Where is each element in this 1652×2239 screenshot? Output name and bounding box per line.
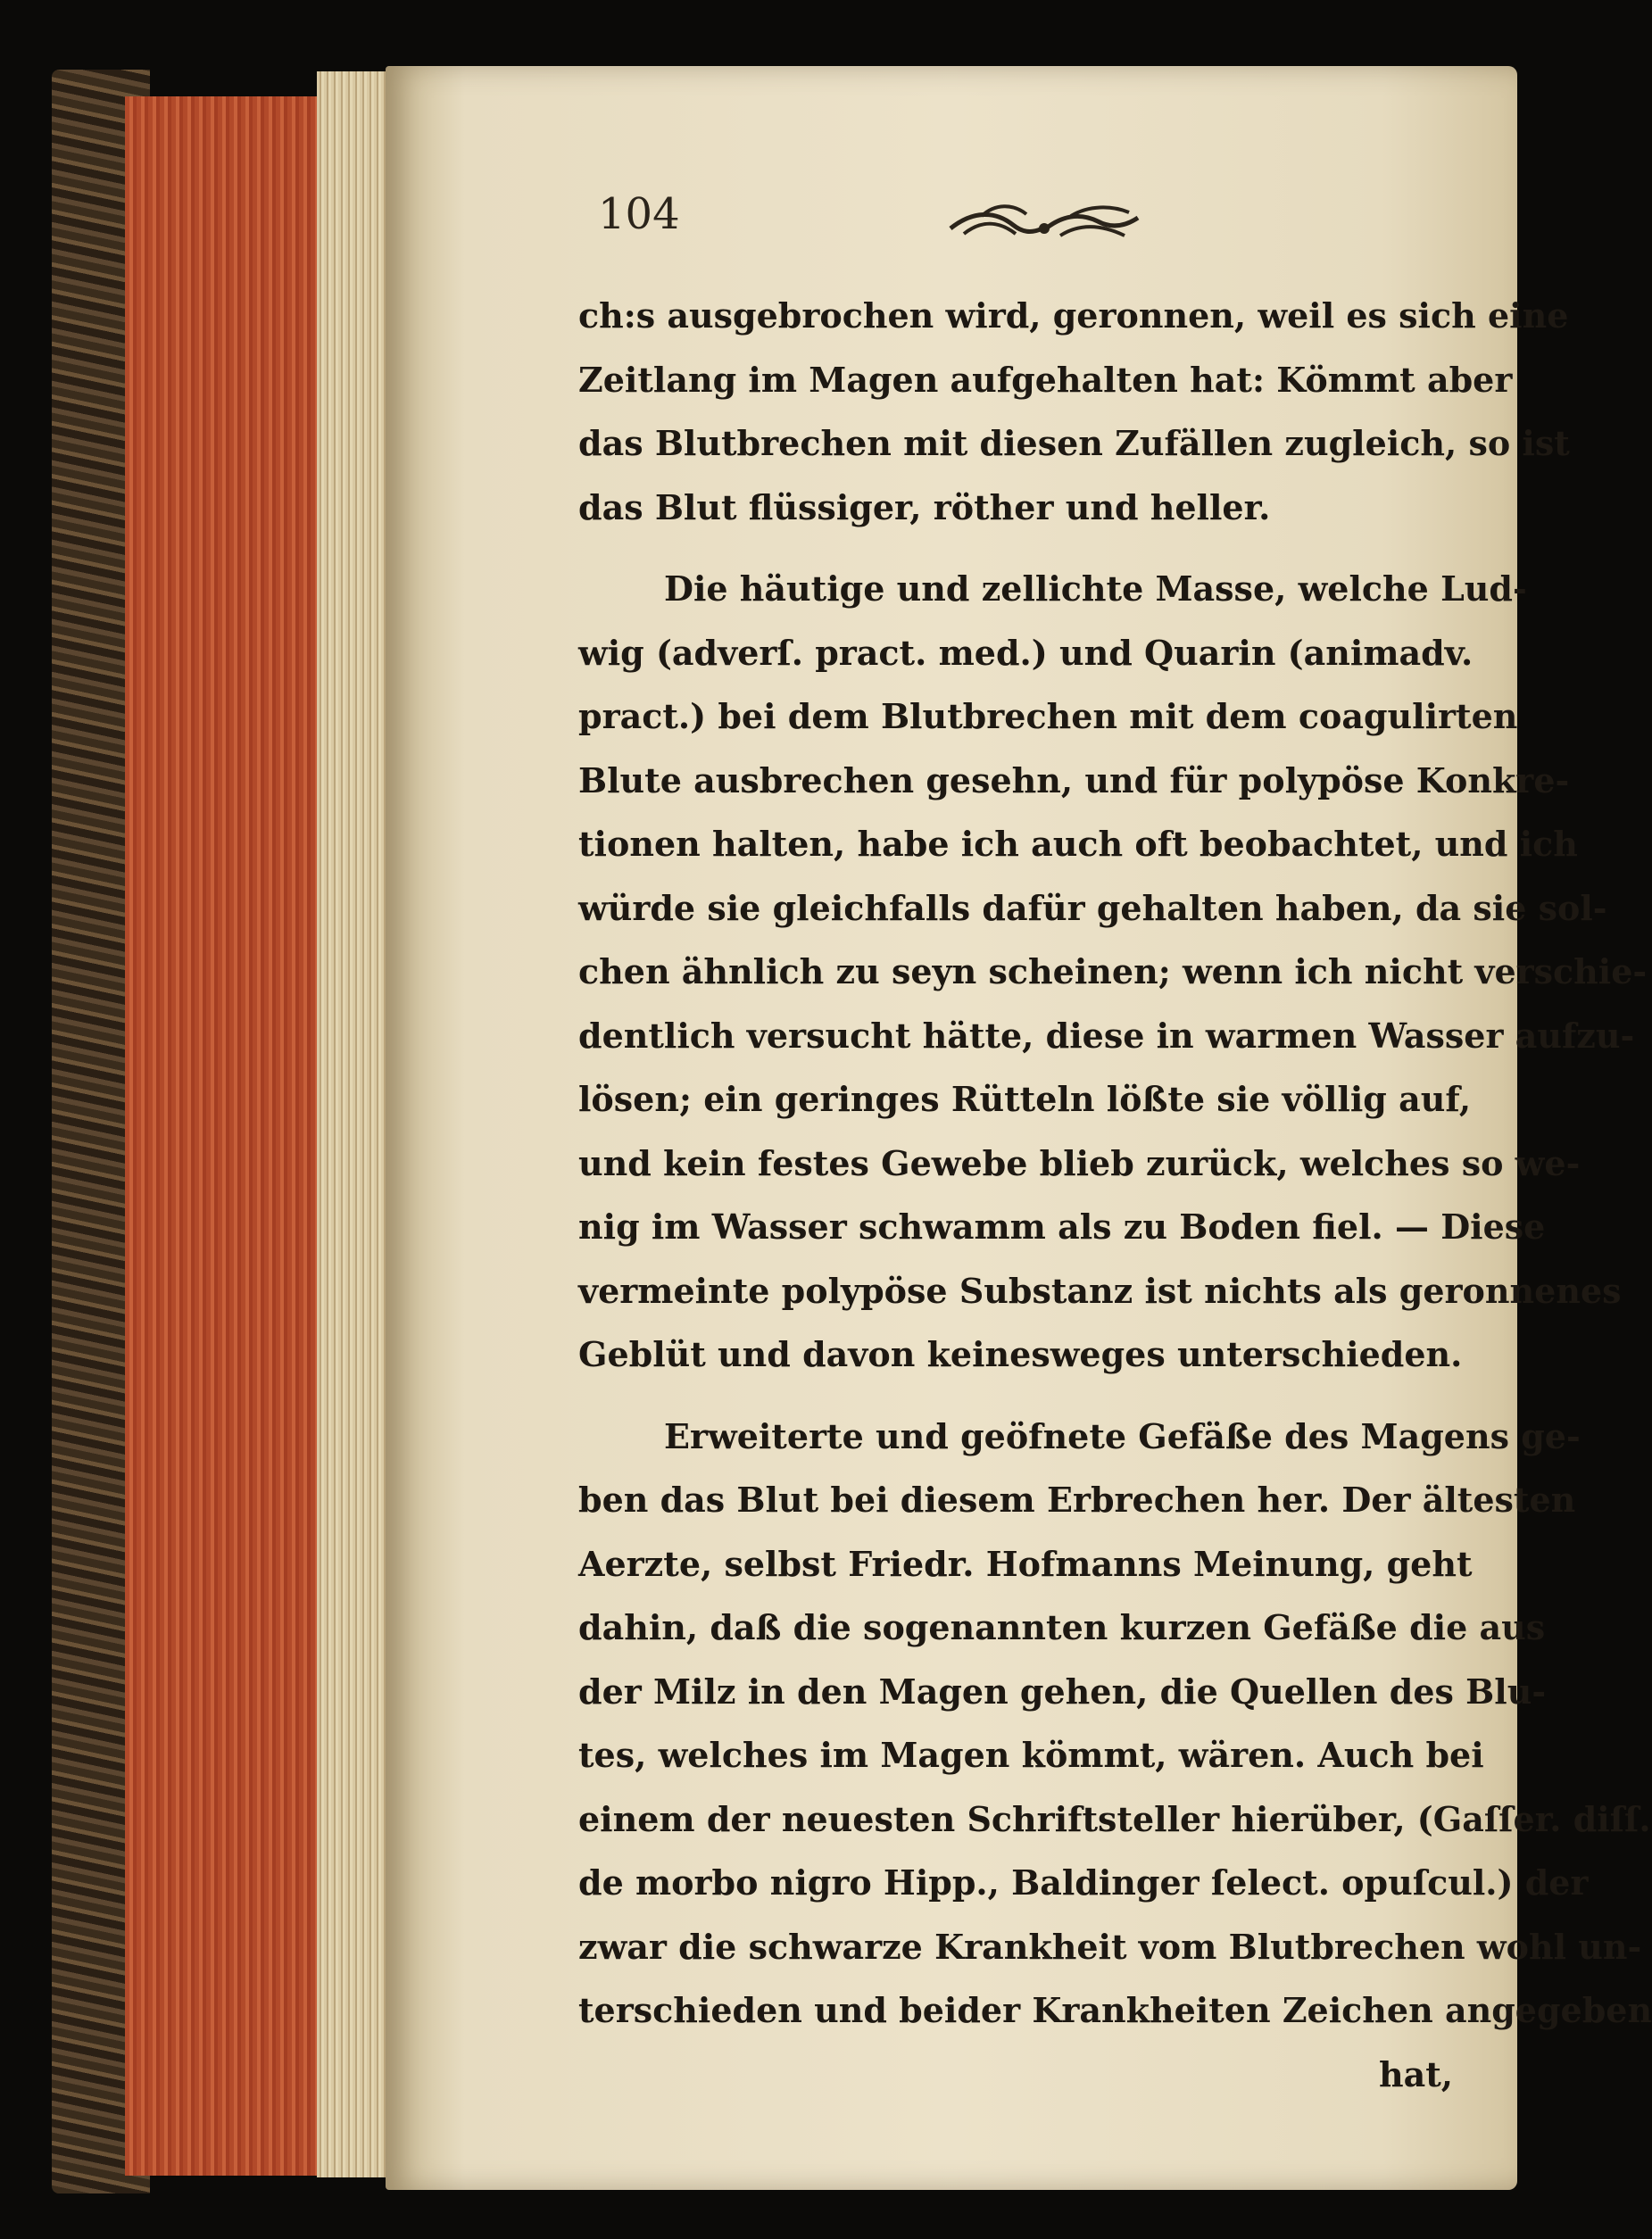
- text-line: chen ähnlich zu seyn scheinen; wenn ich nicht verschie-: [578, 951, 1648, 991]
- text-line: ben das Blut bei diesem Erbrechen her. Der ältesten: [578, 1480, 1576, 1520]
- text-line: de morbo nigro Hipp., Baldinger ſelect. opuſcul.) der: [578, 1862, 1589, 1903]
- catchword: hat,: [1378, 2053, 1453, 2094]
- text-line: tes, welches im Magen kömmt, wären. Auch bei: [578, 1735, 1484, 1775]
- text-line: das Blutbrechen mit diesen Zufällen zugleich, so ist: [578, 423, 1570, 463]
- text-line: vermeinte polypöse Substanz ist nichts als geronnenes: [578, 1270, 1622, 1311]
- text-line: zwar die schwarze Krankheit vom Blutbrechen wohl un-: [578, 1926, 1642, 1967]
- text-line: lösen; ein geringes Rütteln lößte sie völlig auf,: [578, 1079, 1472, 1119]
- text-line: einem der neuesten Schriftsteller hierüber, (Gaſſer. diſſ.: [578, 1798, 1651, 1839]
- text-line: würde sie gleichfalls dafür gehalten haben, da sie sol-: [578, 887, 1607, 928]
- page-text: [578, 284, 1652, 2106]
- text-line: Die häutige und zellichte Masse, welche Lud-: [664, 568, 1527, 609]
- text-line: und kein festes Gewebe blieb zurück, welches so we-: [578, 1142, 1581, 1183]
- text-line: dentlich versucht hätte, diese in warmen Wasser aufzu-: [578, 1015, 1635, 1056]
- text-line: pract.) bei dem Blutbrechen mit dem coagulirten: [578, 696, 1518, 736]
- text-line: Aerzte, selbst Friedr. Hofmanns Meinung, geht: [578, 1543, 1473, 1584]
- text-line: wig (adverſ. pract. med.) und Quarin (animadv.: [578, 632, 1474, 673]
- page-edges: [125, 96, 339, 2176]
- text-line: das Blut flüssiger, röther und heller.: [578, 486, 1271, 527]
- text-line: Geblüt und davon keinesweges unterschieden.: [578, 1334, 1463, 1374]
- floral-ornament-icon: [946, 198, 1142, 253]
- text-line: Zeitlang im Magen aufgehalten hat: Kömmt aber: [578, 359, 1513, 400]
- text-line: Erweiterte und geöfnete Gefäße des Magens ge-: [664, 1415, 1581, 1456]
- text-line: Blute ausbrechen gesehn, und für polypöse Konkre-: [578, 759, 1570, 800]
- text-line: terschieden und beider Krankheiten Zeichen angegeben: [578, 1990, 1652, 2030]
- text-line: dahin, daß die sogenannten kurzen Gefäße die aus: [578, 1607, 1546, 1647]
- text-line: nig im Wasser schwamm als zu Boden fiel. — Diese: [578, 1207, 1546, 1247]
- text-line: der Milz in den Magen gehen, die Quellen des Blu-: [578, 1671, 1547, 1712]
- text-line: ch:s ausgebrochen wird, geronnen, weil es sich eine: [578, 295, 1569, 336]
- text-line: tionen halten, habe ich auch oft beobachtet, und ich: [578, 824, 1578, 864]
- page-number: 104: [598, 189, 680, 239]
